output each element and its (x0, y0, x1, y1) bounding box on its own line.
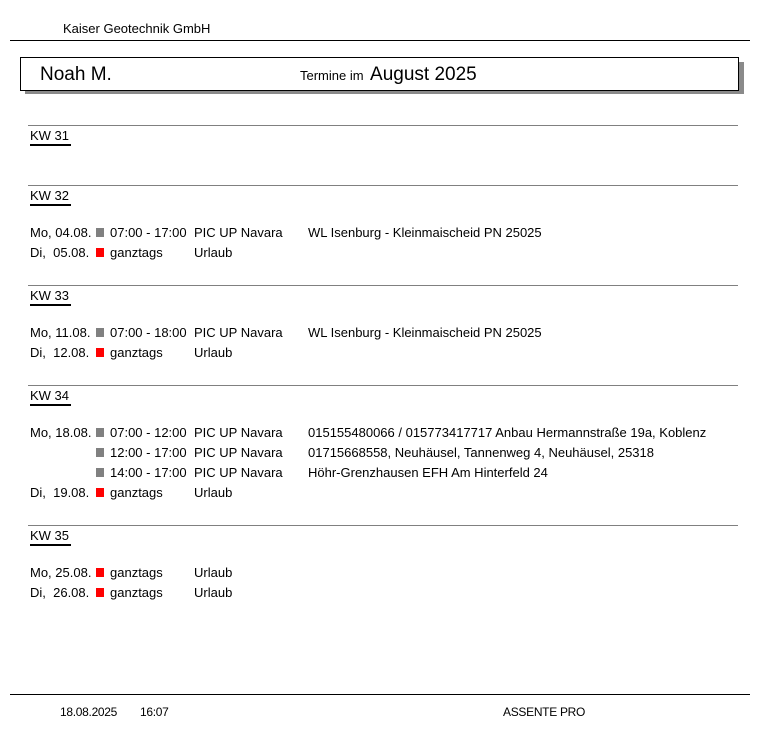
appointment-marker-icon (96, 428, 104, 437)
appointment-marker-icon (96, 448, 104, 457)
row-time: ganztags (110, 585, 163, 600)
row-time: ganztags (110, 485, 163, 500)
row-resource: Urlaub (194, 565, 233, 580)
row-date: Di, 05.08. (30, 245, 90, 260)
row-description: 01715668558, Neuhäusel, Tannenweg 4, Neuhäusel, 25318 (308, 445, 654, 460)
footer-app-name: ASSENTE PRO (503, 705, 586, 719)
row-resource: PIC UP Navara (194, 425, 283, 440)
row-resource: PIC UP Navara (194, 465, 283, 480)
row-time: 07:00 - 18:00 (110, 325, 187, 340)
row-date: Mo, 25.08. (30, 565, 92, 580)
row-description: WL Isenburg - Kleinmaischeid PN 25025 (308, 225, 542, 240)
footer-divider (10, 694, 750, 695)
footer-date: 18.08.2025 (60, 705, 118, 719)
week-divider (28, 125, 738, 126)
row-description: Höhr-Grenzhausen EFH Am Hinterfeld 24 (308, 465, 548, 480)
row-date: Mo, 11.08. (30, 325, 91, 340)
title-box (20, 57, 739, 91)
week-divider (28, 185, 738, 186)
row-time: 14:00 - 17:00 (110, 465, 187, 480)
week-label: KW 35 (30, 528, 71, 546)
absence-marker-icon (96, 588, 104, 597)
row-resource: Urlaub (194, 585, 233, 600)
row-description: WL Isenburg - Kleinmaischeid PN 25025 (308, 325, 542, 340)
row-resource: Urlaub (194, 485, 233, 500)
title-label: Termine im (300, 68, 364, 83)
absence-marker-icon (96, 248, 104, 257)
absence-marker-icon (96, 488, 104, 497)
absence-marker-icon (96, 348, 104, 357)
company-name: Kaiser Geotechnik GmbH (63, 21, 211, 36)
report-title (300, 64, 477, 86)
row-date: Mo, 18.08. (30, 425, 92, 440)
appointment-marker-icon (96, 328, 104, 337)
person-name: Noah M. (40, 64, 112, 85)
row-time: ganztags (110, 565, 163, 580)
row-time: 07:00 - 17:00 (110, 225, 187, 240)
appointment-marker-icon (96, 228, 104, 237)
row-time: 07:00 - 12:00 (110, 425, 187, 440)
row-resource: Urlaub (194, 345, 233, 360)
week-label: KW 32 (30, 188, 71, 206)
row-time: ganztags (110, 345, 163, 360)
week-label: KW 31 (30, 128, 71, 146)
absence-marker-icon (96, 568, 104, 577)
week-divider (28, 525, 738, 526)
row-description: 015155480066 / 015773417717 Anbau Hermannstraße 19a, Koblenz (308, 425, 707, 440)
row-date: Mo, 04.08. (30, 225, 92, 240)
row-resource: PIC UP Navara (194, 445, 283, 460)
appointment-marker-icon (96, 468, 104, 477)
title-month: August 2025 (370, 64, 477, 85)
row-time: ganztags (110, 245, 163, 260)
row-time: 12:00 - 17:00 (110, 445, 187, 460)
row-resource: Urlaub (194, 245, 233, 260)
row-date: Di, 19.08. (30, 485, 90, 500)
row-date: Di, 12.08. (30, 345, 90, 360)
footer-time: 16:07 (140, 705, 169, 719)
row-resource: PIC UP Navara (194, 225, 283, 240)
week-divider (28, 385, 738, 386)
week-divider (28, 285, 738, 286)
row-date: Di, 26.08. (30, 585, 90, 600)
header-divider (10, 40, 750, 41)
week-label: KW 34 (30, 388, 71, 406)
row-resource: PIC UP Navara (194, 325, 283, 340)
week-label: KW 33 (30, 288, 71, 306)
